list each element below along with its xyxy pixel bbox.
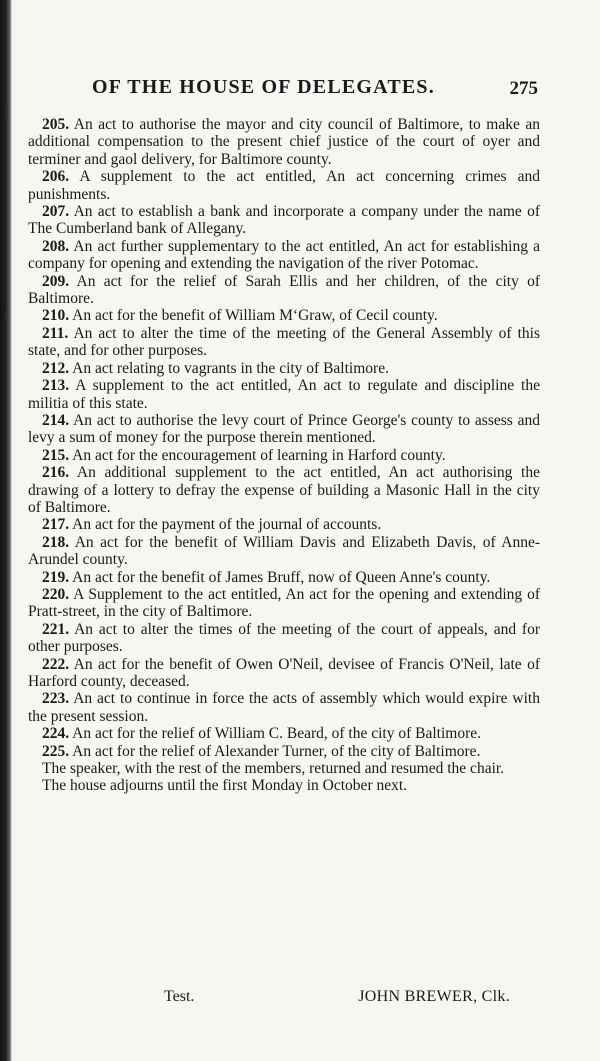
act-number: 208. [42,237,70,255]
act-text: An act further supplementary to the act entitled, An act for establishing a company for opening and extending the navigation of the river Potomac. [28,237,540,273]
act-entry [28,743,540,760]
act-number: 207. [42,203,70,221]
act-number: 219. [42,568,70,586]
act-text: A supplement to the act entitled, An act concerning crimes and punishments. [28,168,540,203]
attestation [28,988,540,1010]
act-text: An act for the benefit of James Bruff, now of Queen Anne's county. [72,568,491,586]
act-entry [28,273,540,308]
act-entry [28,412,540,447]
act-text: An act to continue in force the acts of assembly which would expire with the present session. [28,690,540,725]
act-text: An act for the encouragement of learning in Harford county. [72,446,446,464]
act-entry [28,534,540,569]
act-text: An act to alter the times of the meeting of the court of appeals, and for other purposes. [28,620,540,656]
act-text: An act to authorise the mayor and city council of Baltimore, to make an additional compensation to the present chief justice of the court of oyer and terminer and gaol delivery, for Baltimore county. [28,116,540,168]
act-text: An act relating to vagrants in the city of Baltimore. [72,359,389,377]
act-text: An additional supplement to the act entitled, An act authorising the drawing of a lottery to defray the expense of building a Masonic Hall in the city of Baltimore. [28,464,540,516]
act-text: A supplement to the act entitled, An act to regulate and discipline the militia of this state. [28,377,540,412]
act-number: 217. [42,516,70,534]
act-number: 211. [42,324,69,342]
act-entry [28,238,540,273]
act-number: 214. [42,411,70,429]
act-text: An act for the relief of William C. Beard, of the city of Baltimore. [72,725,482,743]
act-entry [28,569,540,586]
act-number: 218. [42,533,70,551]
page-binding-edge [0,0,12,1061]
act-entry [28,464,540,516]
act-entry [28,447,540,464]
act-number: 222. [42,655,70,673]
act-entry [28,203,540,238]
act-number: 216. [42,464,70,482]
act-entry [28,690,540,725]
act-text: A Supplement to the act entitled, An act for the opening and extending of Pratt-street, in the city of Baltimore. [28,585,540,621]
act-number: 225. [42,742,70,760]
act-number: 224. [42,725,70,743]
act-number: 223. [42,690,70,708]
margin-mark: : [4,104,8,118]
act-entry [28,168,540,203]
act-number: 212. [42,359,70,377]
act-number: 206. [42,168,70,186]
act-entry [28,325,540,360]
act-number: 213. [42,377,70,395]
act-entry [28,725,540,742]
act-entry [28,116,540,168]
act-text: An act for the benefit of Owen O'Neil, devisee of Francis O'Neil, late of Harford county, deceased. [28,655,540,690]
act-text: An act to establish a bank and incorporate a company under the name of The Cumberland bank of Allegany. [28,203,540,238]
act-entry [28,516,540,533]
page-header [58,76,542,104]
act-text: An act for the relief of Alexander Turner, of the city of Baltimore. [72,742,481,760]
acts-list [28,116,540,795]
act-entry [28,360,540,377]
act-entry [28,307,540,324]
margin-mark: : [4,306,8,320]
act-text: An act for the payment of the journal of accounts. [72,516,382,534]
act-number: 209. [42,272,70,290]
page-number: 275 [509,78,538,99]
act-number: 205. [42,116,70,133]
act-text: An act to authorise the levy court of Prince George's county to assess and levy a sum of money for the purpose therein mentioned. [28,411,540,447]
adjourn-note: The house adjourns until the first Monday in October next. [42,777,408,795]
act-entry [28,656,540,691]
act-text: An act for the relief of Sarah Ellis and her children, of the city of Baltimore. [28,272,540,308]
clerk-signature: JOHN BREWER, Clk. [358,988,510,1005]
act-entry [28,586,540,621]
speaker-note: The speaker, with the rest of the members, returned and resumed the chair. [42,760,505,778]
act-entry [28,377,540,412]
act-number: 215. [42,446,70,464]
act-text: An act to alter the time of the meeting of the General Assembly of this state, and for other purposes. [28,324,540,360]
test-label: Test. [164,988,195,1005]
act-entry [28,621,540,656]
act-number: 210. [42,307,70,325]
act-number: 220. [42,585,70,603]
running-head: OF THE HOUSE OF DELEGATES. [92,76,435,98]
act-number: 221. [42,620,70,638]
act-text: An act for the benefit of William M‘Graw, of Cecil county. [72,307,438,325]
act-text: An act for the benefit of William Davis and Elizabeth Davis, of Anne-Arundel county. [28,533,540,569]
